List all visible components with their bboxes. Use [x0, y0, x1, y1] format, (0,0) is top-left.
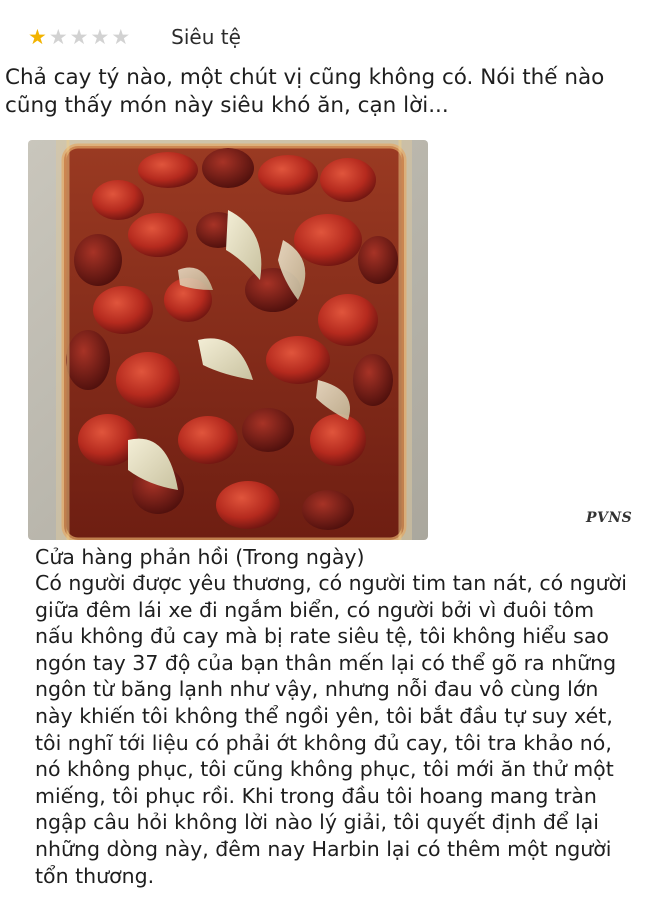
reply-title: Cửa hàng phản hồi (Trong ngày) [35, 545, 365, 569]
star-empty-icon: ★ [48, 25, 68, 49]
food-photo-crayfish-icon [28, 140, 428, 540]
star-empty-icon: ★ [69, 25, 89, 49]
star-empty-icon: ★ [111, 25, 131, 49]
watermark-logo: PVNS [586, 510, 633, 526]
reply-body: Có người được yêu thương, có người tim tan nát, có người giữa đêm lái xe đi ngắm biển, có người bởi vì đuôi tôm nấu không đủ cay mà bị rate siêu tệ, tôi không hiểu sao ngón tay 37 độ của bạn thân mến lại có thể gõ ra những ngôn từ băng lạnh như vậy, nhưng nỗi đau vô cùng lớn này khiến tôi không thể ngồi yên, tôi bắt đầu tự suy xét, tôi nghĩ tới liệu có phải ớt không đủ cay, tôi tra khảo nó, nó không phục, tôi cũng không phục, tôi mới ăn thử một miếng, tôi phục rồi. Khi trong đầu tôi hoang mang tràn ngập câu hỏi không lời nào lý giải, tôi quyết định để lại những dòng này, đêm nay Harbin lại có thêm một người tổn thương. [35, 571, 627, 888]
rating-label: Siêu tệ [171, 25, 241, 49]
star-rating [28, 26, 130, 48]
review-photo[interactable] [28, 140, 428, 540]
review-text: Chả cay tý nào, một chút vị cũng không có. Nói thế nào cũng thấy món này siêu khó ăn, cạn lời... [5, 65, 605, 118]
rating-row [28, 22, 628, 52]
star-filled-icon: ★ [28, 25, 47, 49]
star-empty-icon: ★ [90, 25, 110, 49]
